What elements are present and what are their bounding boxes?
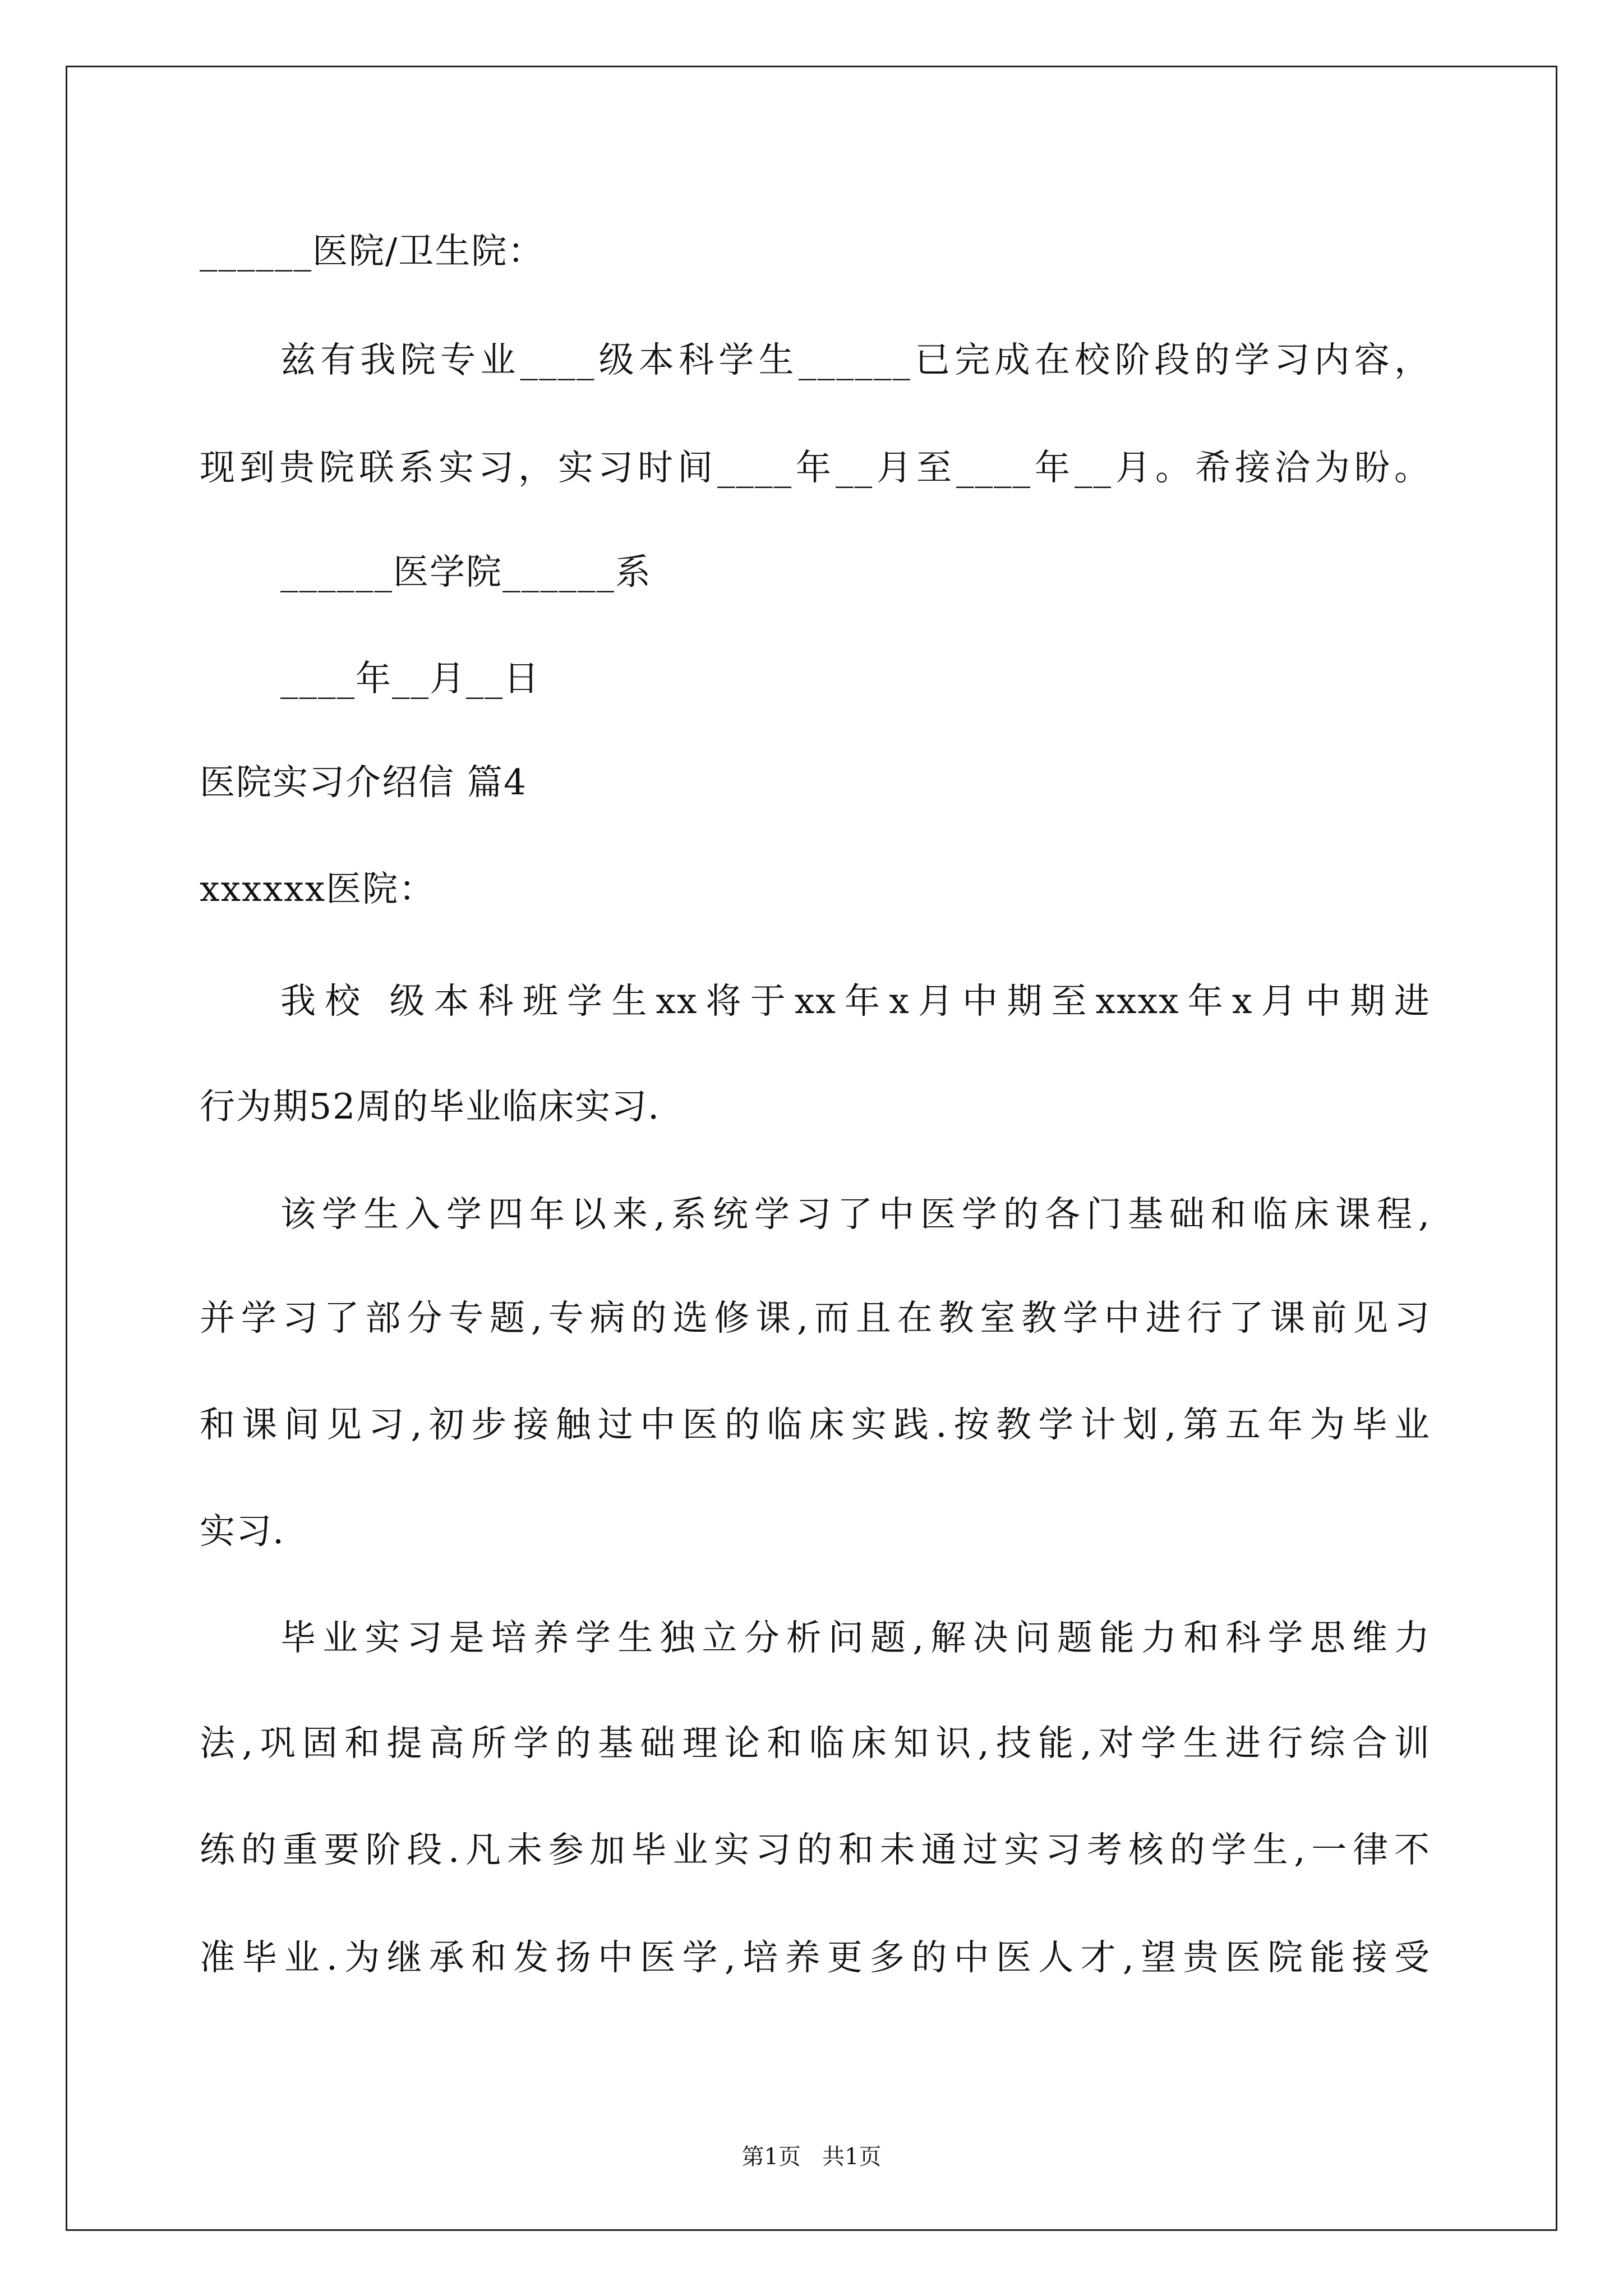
body-line: 兹有我院专业____级本科学生______已完成在校阶段的学习内容， <box>280 339 1431 380</box>
body-line: 练的重要阶段.凡未参加毕业实习的和未通过实习考核的学生,一律不 <box>200 1829 1431 1870</box>
body-line: 该学生入学四年以来,系统学习了中医学的各门基础和临床课程, <box>280 1194 1431 1235</box>
body-line: 并学习了部分专题,专病的选修课,而且在教室教学中进行了课前见习 <box>200 1297 1431 1338</box>
body-line: 现到贵院联系实习，实习时间____年__月至____年__月。希接洽为盼。 <box>200 447 1431 488</box>
body-line: 行为期52周的毕业临床实习. <box>200 1086 661 1127</box>
body-line: 毕业实习是培养学生独立分析问题,解决问题能力和科学思维力 <box>280 1617 1431 1658</box>
body-line: 准毕业.为继承和发扬中医学,培养更多的中医人才,望贵医院能接受 <box>200 1937 1431 1978</box>
section-heading: 医院实习介绍信 篇4 <box>200 762 528 803</box>
body-line: 和课间见习,初步接触过中医的临床实践.按教学计划,第五年为毕业 <box>200 1404 1431 1445</box>
page-number-footer: 第1页 共1页 <box>741 2144 882 2170</box>
body-line: 我校 级本科班学生xx将于xx年x月中期至xxxx年x月中期进 <box>280 981 1431 1022</box>
salutation-line: ______医院/卫生院： <box>200 231 545 272</box>
body-line: 法,巩固和提高所学的基础理论和临床知识,技能,对学生进行综合训 <box>200 1723 1431 1764</box>
body-line: 实习. <box>200 1511 285 1552</box>
page-border <box>66 66 1557 2231</box>
date-line: ____年__月__日 <box>280 658 540 699</box>
signature-line: ______医学院______系 <box>280 551 652 592</box>
salutation-line: xxxxxx医院： <box>200 868 436 909</box>
